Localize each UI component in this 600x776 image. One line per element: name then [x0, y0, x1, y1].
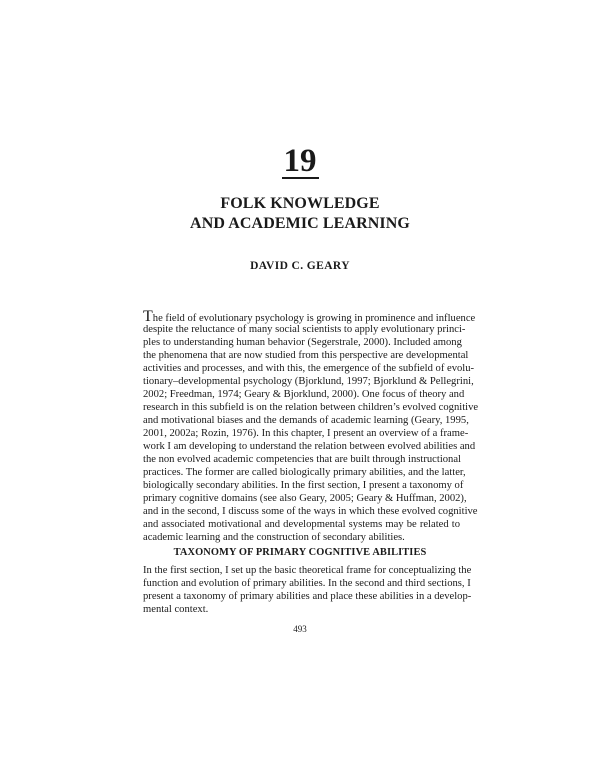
- intro-paragraph: [143, 308, 479, 544]
- chapter-title-line-1: FOLK KNOWLEDGE: [220, 195, 380, 212]
- chapter-number: [0, 143, 600, 179]
- intro-line: ples to understanding human behavior (Segerstrale, 2000). Included among: [143, 337, 462, 348]
- intro-line: 2002; Freedman, 1974; Geary & Bjorklund, 2000). One focus of theory and: [143, 389, 465, 400]
- section-line: present a taxonomy of primary abilities and place these abilities in a develop-: [143, 591, 472, 602]
- intro-line: primary cognitive domains (see also Geary, 2005; Geary & Huffman, 2002),: [143, 493, 467, 504]
- section-line: function and evolution of primary abilities. In the second and third sections, I: [143, 578, 471, 589]
- section-line: In the first section, I set up the basic theoretical frame for conceptualizing the: [143, 565, 472, 576]
- page-number: 493: [293, 624, 307, 634]
- intro-line: tionary–developmental psychology (Bjorklund, 1997; Bjorklund & Pellegrini,: [143, 376, 474, 387]
- intro-line: work I am developing to understand the relation between evolved abilities and: [143, 441, 476, 452]
- chapter-title: [0, 194, 600, 234]
- intro-line: and associated motivational and developmental systems may be related to: [143, 519, 460, 530]
- intro-line: activities and processes, and with this, the emergence of the subfield of evolu-: [143, 363, 475, 374]
- intro-line: despite the reluctance of many social scientists to apply evolutionary princi-: [143, 324, 466, 335]
- intro-line: and in the second, I discuss some of the ways in which these evolved cognitive: [143, 506, 478, 517]
- chapter-author: DAVID C. GEARY: [250, 260, 350, 272]
- intro-line: academic learning and the construction of secondary abilities.: [143, 532, 405, 543]
- intro-line: research in this subfield is on the relation between children’s evolved cognitive: [143, 402, 479, 413]
- drop-cap: T: [143, 308, 153, 325]
- intro-line: 2001, 2002a; Rozin, 1976). In this chapter, I present an overview of a frame-: [143, 428, 469, 439]
- intro-line: and motivational biases and the demands of academic learning (Geary, 1995,: [143, 415, 469, 426]
- intro-line: the phenomena that are now studied from this perspective are developmental: [143, 350, 469, 361]
- intro-line-1: [143, 308, 476, 325]
- intro-line: biologically secondary abilities. In the first section, I present a taxonomy of: [143, 480, 464, 491]
- section-line: mental context.: [143, 604, 209, 615]
- intro-line: the non evolved academic competencies that are built through instructional: [143, 454, 461, 465]
- section-heading: TAXONOMY OF PRIMARY COGNITIVE ABILITIES: [173, 547, 427, 558]
- chapter-title-line-2: AND ACADEMIC LEARNING: [190, 215, 410, 232]
- intro-line: practices. The former are called biologically primary abilities, and the latter,: [143, 467, 466, 478]
- section-paragraph: [143, 564, 472, 616]
- intro-line-1-text: he field of evolutionary psychology is growing in prominence and influence: [152, 313, 476, 324]
- chapter-number-text: 19: [283, 143, 317, 179]
